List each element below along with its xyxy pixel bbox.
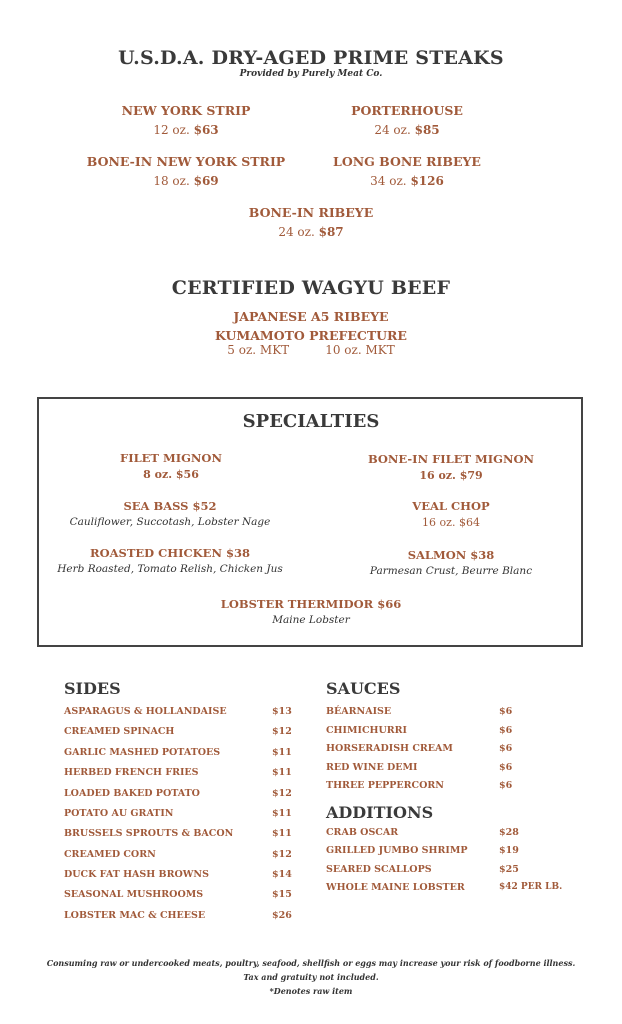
addition-item-name: GRILLED JUMBO SHRIMP <box>326 845 468 856</box>
specialty-detail: 8 oz. $56 <box>143 468 199 481</box>
specialty-item <box>341 499 561 529</box>
side-item-name: GARLIC MASHED POTATOES <box>64 747 221 758</box>
side-item-price: $12 <box>272 849 292 860</box>
steak-item <box>201 205 421 239</box>
steak-item <box>297 103 517 137</box>
specialty-detail: Parmesan Crust, Beurre Blanc <box>369 565 533 577</box>
footer-raw-note: *Denotes raw item <box>269 986 353 996</box>
footer-tax-note: Tax and gratuity not included. <box>243 972 379 982</box>
side-item-price: $12 <box>272 726 292 737</box>
specialty-name: SALMON $38 <box>407 548 495 562</box>
addition-item-price: $42 PER LB. <box>499 882 563 892</box>
steak-item <box>76 103 296 137</box>
sauce-item-name: HORSERADISH CREAM <box>326 743 453 754</box>
side-item-price: $13 <box>272 706 292 717</box>
steaks-subtitle: Provided by Purely Meat Co. <box>239 69 383 79</box>
steak-price-line <box>76 123 296 137</box>
sauce-item-price: $6 <box>499 762 513 773</box>
additions-title: ADDITIONS <box>326 803 434 822</box>
side-item-price: $11 <box>272 828 292 839</box>
wagyu-item <box>0 309 622 357</box>
wagyu-option: 10 oz. MKT <box>325 343 395 357</box>
specialty-detail: 16 oz. $79 <box>419 469 483 482</box>
specialty-name: VEAL CHOP <box>412 499 490 513</box>
addition-item-price: $19 <box>499 845 519 856</box>
footer-disclaimer: Consuming raw or undercooked meats, poultry, seafood, shellfish or eggs may increase your risk of foodborne illness. <box>46 958 576 968</box>
wagyu-options <box>0 343 622 357</box>
steak-price: $126 <box>410 174 444 188</box>
specialty-detail: Cauliflower, Succotash, Lobster Nage <box>69 516 271 528</box>
side-item-name: LOADED BAKED POTATO <box>64 788 200 799</box>
specialty-detail: Maine Lobster <box>272 614 350 626</box>
steak-name: BONE-IN RIBEYE <box>248 205 374 220</box>
wagyu-option: 5 oz. MKT <box>227 343 290 357</box>
side-item-price: $11 <box>272 767 292 778</box>
specialty-item <box>61 451 281 481</box>
wagyu-line1: JAPANESE A5 RIBEYE <box>233 309 389 324</box>
side-item-name: HERBED FRENCH FRIES <box>64 767 199 778</box>
side-item-price: $14 <box>272 869 292 880</box>
steak-item <box>297 154 517 188</box>
sauce-item-price: $6 <box>499 706 513 717</box>
specialty-detail: 16 oz. $64 <box>422 516 480 529</box>
side-item-price: $11 <box>272 808 292 819</box>
side-item-name: BRUSSELS SPROUTS & BACON <box>64 828 234 839</box>
side-item-price: $12 <box>272 788 292 799</box>
specialties-title: SPECIALTIES <box>242 411 380 432</box>
addition-item-name: SEARED SCALLOPS <box>326 864 432 875</box>
sauce-item-price: $6 <box>499 780 513 791</box>
wagyu-title: CERTIFIED WAGYU BEEF <box>171 277 451 299</box>
steaks-title: U.S.D.A. DRY-AGED PRIME STEAKS <box>118 47 504 69</box>
steak-price-line <box>76 174 296 188</box>
specialty-name: FILET MIGNON <box>120 451 222 465</box>
steak-item <box>76 154 296 188</box>
steak-price-line <box>297 123 517 137</box>
specialty-item <box>0 597 622 626</box>
side-item-price: $15 <box>272 889 292 900</box>
steak-name: NEW YORK STRIP <box>121 103 251 118</box>
sauces-title: SAUCES <box>326 679 401 698</box>
steak-size: 18 oz. <box>153 174 190 188</box>
side-item-name: CREAMED SPINACH <box>64 726 175 737</box>
sides-title: SIDES <box>64 679 121 698</box>
steak-price-line <box>297 174 517 188</box>
side-item-price: $11 <box>272 747 292 758</box>
addition-item-price: $28 <box>499 827 519 838</box>
side-item-name: POTATO AU GRATIN <box>64 808 174 819</box>
sauce-item-name: THREE PEPPERCORN <box>326 780 444 791</box>
steak-size: 24 oz. <box>278 225 315 239</box>
steak-price: $63 <box>193 123 219 137</box>
specialty-name: BONE-IN FILET MIGNON <box>367 452 535 466</box>
addition-item-name: WHOLE MAINE LOBSTER <box>326 882 465 893</box>
steak-name: LONG BONE RIBEYE <box>333 154 481 169</box>
side-item-name: LOBSTER MAC & CHEESE <box>64 910 206 921</box>
steak-size: 34 oz. <box>370 174 407 188</box>
sauce-item-price: $6 <box>499 743 513 754</box>
specialty-item <box>341 452 561 482</box>
steak-size: 24 oz. <box>374 123 411 137</box>
specialty-item <box>45 546 295 575</box>
sauce-item-name: BÉARNAISE <box>326 706 392 717</box>
addition-item-price: $25 <box>499 864 519 875</box>
side-item-name: DUCK FAT HASH BROWNS <box>64 869 209 880</box>
specialty-name: LOBSTER THERMIDOR $66 <box>220 597 402 611</box>
sauce-item-name: RED WINE DEMI <box>326 762 418 773</box>
specialty-name: ROASTED CHICKEN $38 <box>90 546 250 560</box>
steak-name: BONE-IN NEW YORK STRIP <box>86 154 286 169</box>
side-item-name: ASPARAGUS & HOLLANDAISE <box>64 706 227 717</box>
sauce-item-name: CHIMICHURRI <box>326 725 407 736</box>
steak-price: $69 <box>193 174 219 188</box>
side-item-name: CREAMED CORN <box>64 849 156 860</box>
steak-size: 12 oz. <box>153 123 190 137</box>
steak-price-line <box>201 225 421 239</box>
side-item-price: $26 <box>272 910 292 921</box>
specialty-item <box>326 548 576 577</box>
addition-item-name: CRAB OSCAR <box>326 827 399 838</box>
specialty-detail: Herb Roasted, Tomato Relish, Chicken Jus <box>57 563 283 575</box>
steak-name: PORTERHOUSE <box>351 103 463 118</box>
steak-price: $87 <box>318 225 344 239</box>
sauce-item-price: $6 <box>499 725 513 736</box>
specialty-name: SEA BASS $52 <box>123 499 217 513</box>
side-item-name: SEASONAL MUSHROOMS <box>64 889 204 900</box>
wagyu-line2: KUMAMOTO PREFECTURE <box>215 328 407 343</box>
steak-price: $85 <box>414 123 440 137</box>
specialty-item <box>45 499 295 528</box>
